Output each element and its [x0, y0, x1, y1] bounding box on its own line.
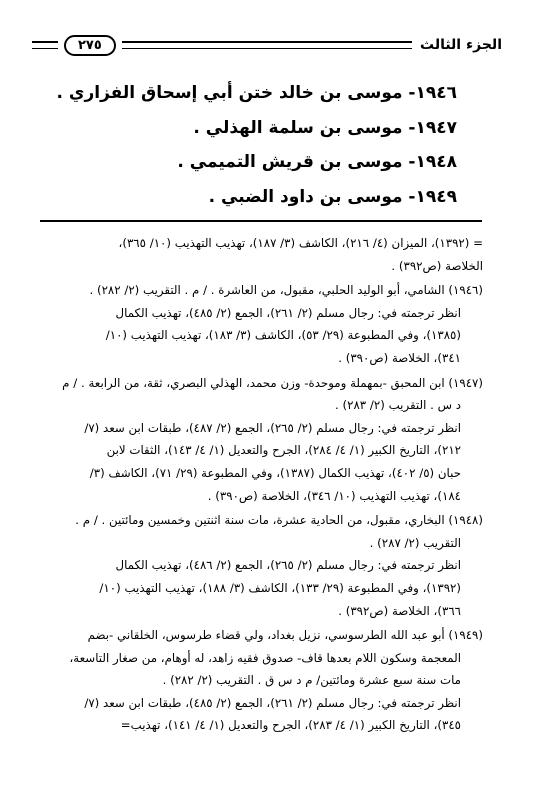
footnote-line: (١٩٤٩) أبو عبد الله الطرسوسي، نزيل بغداد، ولي قضاء طرسوس، الخلقاني -بضم — [87, 628, 483, 643]
footnote-line: ١٨٤)، تهذيب التهذيب (١٠/ ٣٤٦)، الخلاصة (ص٣٩٠) . — [207, 488, 461, 503]
footnote-line: مات سنة سبع عشرة ومائتين/ م د س ق . التقريب (٢/ ٢٨٢) . — [162, 673, 461, 688]
entry-1949: ١٩٤٩- موسى بن داود الضبي . — [208, 186, 457, 207]
footnote-continued — [40, 232, 483, 277]
entry-1948: ١٩٤٨- موسى بن قريش التميمي . — [177, 152, 457, 172]
page-number: ٢٧٥ — [64, 35, 116, 56]
footnote-line: انظر ترجمته في: رجال مسلم (٢/ ٢٦١)، الجمع (٢/ ٤٨٥)، تهذيب الكمال — [115, 305, 461, 320]
footnote-line: د س . التقريب (٢/ ٢٨٣) . — [335, 398, 461, 413]
footnote-line: ٣٤٥)، التاريخ الكبير (١/ ٤/ ٢٨٣)، الجرح والتعديل (١/ ٤/ ١٤١)، تهذيب= — [120, 718, 461, 733]
footnote-line: حبان (٥/ ٤٠٢)، تهذيب الكمال (١٣٨٧)، وفي المطبوعة (٢٩/ ٧١)، الكاشف (٣/ — [89, 465, 461, 480]
footnote-1947 — [40, 372, 483, 508]
header-rule-left — [32, 41, 58, 49]
footnote-line: انظر ترجمته في: رجال مسلم (٢/ ٢٦٥)، الجمع (٢/ ٤٨٧)، طبقات ابن سعد (٧/ — [84, 420, 461, 435]
footnote-line: انظر ترجمته في: رجال مسلم (٢/ ٢٦١)، الجمع (٢/ ٤٨٥)، طبقات ابن سعد (٧/ — [84, 695, 461, 710]
footnote-line: (١٣٨٥)، وفي المطبوعة (٢٩/ ٥٣)، الكاشف (٣/ ١٨٣)، تهذيب التهذيب (١٠/ — [105, 328, 461, 343]
running-head-title: الجزء الثالث — [420, 37, 502, 53]
footnote-line: الخلاصة (ص٣٩٢) . — [391, 258, 483, 273]
entry-list — [56, 76, 457, 214]
entry-1947: ١٩٤٧- موسى بن سلمة الهذلي . — [193, 117, 457, 138]
footnote-1949 — [40, 624, 483, 737]
footnote-1946 — [40, 279, 483, 369]
footnote-line: انظر ترجمته في: رجال مسلم (٢/ ٢٦٥)، الجمع (٢/ ٤٨٦)، تهذيب الكمال — [115, 558, 461, 573]
header-rule — [122, 41, 412, 49]
page-header — [32, 30, 502, 60]
entry-1946: ١٩٤٦- موسى بن خالد ختن أبي إسحاق الفزاري . — [56, 83, 457, 103]
footnote-line: (١٣٩٢)، وفي المطبوعة (٢٩/ ١٣٣)، الكاشف (٣/ ١٨٨)، تهذيب التهذيب (١٠/ — [99, 580, 461, 595]
footnote-line: ٢١٢)، التاريخ الكبير (١/ ٤/ ٢٨٤)، الجرح والتعديل (١/ ٤/ ١٤٣)، الثقات لابن — [106, 443, 461, 458]
footnote-separator — [40, 220, 482, 222]
footnote-line: (١٩٤٦) الشامي، أبو الوليد الحلبي، مقبول، من العاشرة . / م . التقريب (٢/ ٢٨٢) . — [89, 283, 483, 298]
footnote-line: التقريب (٢/ ٢٨٧) . — [369, 535, 461, 550]
footnote-1948 — [40, 509, 483, 622]
footnote-line: (١٩٤٧) ابن المحبق -بمهملة وموحدة- وزن محمد، الهذلي البصري، ثقة، من الرابعة . / م — [62, 375, 483, 390]
footnote-line: المعجمة وسكون اللام بعدها قاف- صدوق فقيه زاهد، له أوهام، من صغار التاسعة، — [69, 650, 461, 665]
footnote-line: ٣٤١)، الخلاصة (ص٣٩٠) . — [338, 350, 461, 365]
footnote-line: ٣٦٦)، الخلاصة (ص٣٩٢) . — [338, 603, 461, 618]
footnote-line: = (١٣٩٢)، الميزان (٤/ ٢١٦)، الكاشف (٣/ ١٨٧)، تهذيب التهذيب (١٠/ ٣٦٥)، — [118, 236, 483, 250]
footnotes — [40, 232, 483, 737]
footnote-line: (١٩٤٨) البخاري، مقبول، من الحادية عشرة، مات سنة اثنتين وخمسين ومائتين . / م . — [75, 513, 483, 528]
